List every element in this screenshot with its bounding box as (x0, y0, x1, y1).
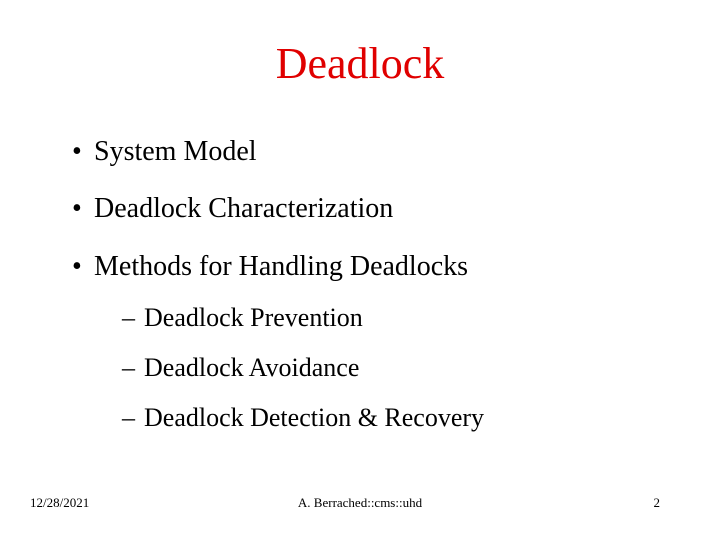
bullet-item (72, 250, 468, 284)
sub-bullet-item (122, 302, 363, 334)
bullet-marker: • (72, 136, 82, 167)
sub-bullet-marker: – (122, 353, 135, 382)
sub-bullet-item (122, 402, 484, 434)
sub-bullet-text: Deadlock Detection & Recovery (144, 403, 485, 432)
bullet-text: Deadlock Characterization (94, 193, 394, 224)
bullet-marker: • (72, 193, 82, 224)
bullet-text: System Model (94, 136, 257, 167)
bullet-item (72, 135, 257, 169)
slide-title: Deadlock (275, 39, 445, 88)
sub-bullet-marker: – (122, 303, 135, 332)
sub-bullet-item (122, 352, 359, 384)
footer-page-number: 2 (653, 495, 660, 510)
footer-author: A. Berrached::cms::uhd (297, 495, 423, 510)
sub-bullet-text: Deadlock Prevention (144, 303, 363, 332)
bullet-item (72, 192, 393, 226)
sub-bullet-marker: – (122, 403, 135, 432)
bullet-text: Methods for Handling Deadlocks (94, 251, 469, 282)
footer-date: 12/28/2021 (30, 495, 90, 510)
sub-bullet-text: Deadlock Avoidance (144, 353, 360, 382)
bullet-marker: • (72, 251, 82, 282)
